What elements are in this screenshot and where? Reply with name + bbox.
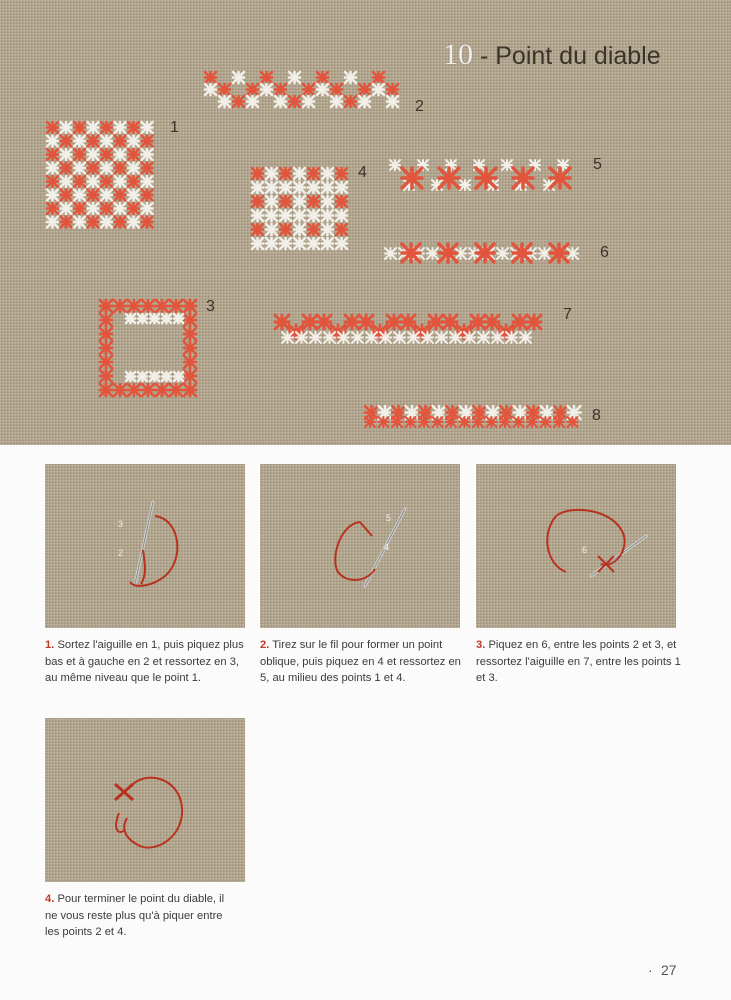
cross-stitch — [88, 122, 99, 133]
cross-stitch — [359, 315, 373, 329]
step-4-text: Pour terminer le point du diable, il ne vous reste plus qu'à piquer entre les points 2 et 4. — [45, 893, 225, 938]
title-separator: - — [479, 42, 489, 70]
cross-stitch — [115, 136, 126, 147]
cross-stitch — [142, 136, 153, 147]
cross-stitch — [419, 406, 432, 419]
cross-stitch — [308, 238, 319, 249]
cross-stitch — [402, 244, 420, 262]
cross-stitch — [126, 314, 135, 323]
cross-stitch — [252, 224, 263, 235]
cross-stitch — [514, 417, 524, 427]
cross-stitch — [387, 96, 398, 107]
cross-stitch — [520, 332, 531, 343]
cross-stitch — [390, 160, 400, 170]
cross-stitch — [101, 217, 112, 228]
cross-stitch — [550, 168, 570, 188]
cross-stitch — [527, 417, 537, 427]
cross-stitch — [47, 122, 58, 133]
cross-stitch — [275, 96, 286, 107]
cross-stitch — [128, 122, 139, 133]
cross-stitch — [170, 300, 182, 312]
cross-stitch — [554, 417, 564, 427]
page-number: 27 — [661, 962, 677, 978]
cross-stitch — [294, 168, 305, 179]
cross-stitch — [88, 203, 99, 214]
cross-stitch — [280, 168, 291, 179]
cross-stitch — [142, 190, 153, 201]
cross-stitch — [126, 372, 135, 381]
cross-stitch — [359, 96, 370, 107]
cross-stitch — [261, 72, 272, 83]
cross-stitch — [61, 190, 72, 201]
sample-label-8: 8 — [592, 407, 601, 424]
step-2-number: 2. — [260, 639, 270, 651]
cross-stitch — [261, 84, 272, 95]
cross-stitch — [401, 315, 415, 329]
cross-stitch — [115, 203, 126, 214]
cross-stitch — [100, 384, 112, 396]
cross-stitch — [514, 406, 527, 419]
sample-label-5: 5 — [593, 156, 602, 173]
title-text: Point du diable — [495, 42, 661, 70]
cross-stitch — [184, 342, 196, 354]
cross-stitch — [385, 248, 396, 259]
cross-stitch — [502, 160, 512, 170]
cross-stitch — [47, 203, 58, 214]
sample-label-7: 7 — [563, 306, 572, 323]
cross-stitch — [294, 224, 305, 235]
cross-stitch — [100, 314, 112, 326]
cross-stitch — [115, 163, 126, 174]
cross-stitch — [100, 328, 112, 340]
step-4-illustration — [45, 718, 245, 882]
cross-stitch — [61, 217, 72, 228]
cross-stitch — [88, 163, 99, 174]
cross-stitch — [114, 384, 126, 396]
cross-stitch — [74, 136, 85, 147]
cross-stitch — [114, 300, 126, 312]
cross-stitch — [308, 168, 319, 179]
cross-stitch — [387, 84, 398, 95]
cross-stitch — [101, 136, 112, 147]
cross-stitch — [345, 315, 359, 329]
cross-stitch — [233, 96, 244, 107]
cross-stitch — [345, 72, 356, 83]
cross-stitch — [88, 149, 99, 160]
sample-label-1: 1 — [170, 119, 179, 136]
cross-stitch — [47, 176, 58, 187]
cross-stitch — [266, 210, 277, 221]
cross-stitch — [317, 72, 328, 83]
cross-stitch — [322, 196, 333, 207]
step-1-caption — [45, 637, 250, 687]
step-3-mark-6: 6 — [582, 545, 588, 555]
cross-stitch — [289, 72, 300, 83]
sample-label-2: 2 — [415, 98, 424, 115]
cross-stitch — [128, 384, 140, 396]
cross-stitch — [427, 248, 438, 259]
cross-stitch — [150, 372, 159, 381]
cross-stitch — [336, 196, 347, 207]
cross-stitch — [322, 210, 333, 221]
cross-stitch — [138, 314, 147, 323]
cross-stitch — [162, 314, 171, 323]
cross-stitch — [184, 356, 196, 368]
cross-stitch — [308, 196, 319, 207]
cross-stitch — [460, 417, 470, 427]
cross-stitch — [450, 332, 461, 343]
cross-stitch — [101, 149, 112, 160]
cross-stitch — [247, 84, 258, 95]
cross-stitch — [174, 314, 183, 323]
cross-stitch — [142, 122, 153, 133]
cross-stitch — [446, 417, 456, 427]
cross-stitch — [294, 238, 305, 249]
cross-stitch — [373, 72, 384, 83]
cross-stitch — [142, 217, 153, 228]
cross-stitch — [280, 196, 291, 207]
cross-stitch — [492, 332, 503, 343]
step-2-illustration — [260, 464, 460, 628]
step-1-photo — [45, 464, 245, 628]
cross-stitch — [366, 332, 377, 343]
cross-stitch — [101, 122, 112, 133]
cross-stitch — [115, 190, 126, 201]
cross-stitch — [184, 384, 196, 396]
cross-stitch — [247, 96, 258, 107]
cross-stitch — [219, 96, 230, 107]
cross-stitch — [359, 84, 370, 95]
cross-stitch — [406, 417, 416, 427]
cross-stitch — [47, 163, 58, 174]
cross-stitch — [252, 238, 263, 249]
cross-stitch — [266, 196, 277, 207]
cross-stitch — [184, 328, 196, 340]
cross-stitch — [61, 149, 72, 160]
step-1-mark-3: 3 — [118, 519, 124, 529]
cross-stitch — [296, 332, 307, 343]
cross-stitch — [101, 190, 112, 201]
step-4-caption — [45, 891, 230, 941]
cross-stitch — [74, 217, 85, 228]
cross-stitch — [303, 84, 314, 95]
cross-stitch — [476, 168, 496, 188]
cross-stitch — [322, 238, 333, 249]
cross-stitch — [322, 168, 333, 179]
cross-stitch — [280, 182, 291, 193]
cross-stitch — [282, 332, 293, 343]
cross-stitch — [460, 406, 473, 419]
cross-stitch — [308, 210, 319, 221]
cross-stitch — [568, 417, 578, 427]
cross-stitch — [294, 196, 305, 207]
cross-stitch — [142, 149, 153, 160]
cross-stitch — [331, 84, 342, 95]
cross-stitch — [497, 248, 508, 259]
cross-stitch — [406, 406, 419, 419]
cross-stitch — [500, 406, 513, 419]
step-1-number: 1. — [45, 639, 55, 651]
cross-stitch — [233, 72, 244, 83]
cross-stitch — [527, 315, 541, 329]
sample-label-3: 3 — [206, 298, 215, 315]
cross-stitch — [150, 314, 159, 323]
cross-stitch — [443, 315, 457, 329]
cross-stitch — [61, 176, 72, 187]
cross-stitch — [310, 332, 321, 343]
cross-stitch — [74, 190, 85, 201]
cross-stitch — [100, 342, 112, 354]
cross-stitch — [433, 417, 443, 427]
cross-stitch — [142, 176, 153, 187]
cross-stitch — [429, 315, 443, 329]
cross-stitch — [100, 356, 112, 368]
cross-stitch — [419, 417, 429, 427]
cross-stitch — [365, 417, 375, 427]
cross-stitch — [317, 84, 328, 95]
step-3-caption — [476, 637, 686, 687]
cross-stitch — [527, 406, 540, 419]
cross-stitch — [506, 332, 517, 343]
step-4-number: 4. — [45, 893, 55, 905]
cross-stitch — [47, 190, 58, 201]
cross-stitch — [100, 370, 112, 382]
cross-stitch — [280, 238, 291, 249]
cross-stitch — [174, 372, 183, 381]
cross-stitch — [101, 176, 112, 187]
cross-stitch — [303, 315, 317, 329]
cross-stitch — [47, 217, 58, 228]
cross-stitch — [101, 203, 112, 214]
cross-stitch — [128, 217, 139, 228]
cross-stitch — [142, 163, 153, 174]
step-4-photo — [45, 718, 245, 882]
chapter-number: 10 — [443, 38, 473, 71]
cross-stitch — [478, 332, 489, 343]
cross-stitch — [379, 406, 392, 419]
cross-stitch — [464, 332, 475, 343]
cross-stitch — [308, 182, 319, 193]
cross-stitch — [74, 203, 85, 214]
cross-stitch — [554, 406, 567, 419]
cross-stitch — [219, 84, 230, 95]
cross-stitch — [100, 300, 112, 312]
cross-stitch — [436, 332, 447, 343]
cross-stitch — [156, 300, 168, 312]
cross-stitch — [541, 406, 554, 419]
cross-stitch — [373, 84, 384, 95]
cross-stitch — [88, 136, 99, 147]
step-2-caption — [260, 637, 465, 687]
sample-label-4: 4 — [358, 164, 367, 181]
cross-stitch — [142, 300, 154, 312]
cross-stitch — [289, 96, 300, 107]
cross-stitch — [142, 203, 153, 214]
cross-stitch — [460, 180, 470, 190]
step-3-illustration — [476, 464, 676, 628]
cross-stitch — [184, 370, 196, 382]
cross-stitch — [439, 168, 459, 188]
cross-stitch — [252, 196, 263, 207]
cross-stitch — [74, 122, 85, 133]
cross-stitch — [115, 149, 126, 160]
cross-stitch — [47, 136, 58, 147]
cross-stitch — [500, 417, 510, 427]
cross-stitch — [61, 122, 72, 133]
cross-stitch — [61, 203, 72, 214]
cross-stitch — [47, 149, 58, 160]
cross-stitch — [485, 315, 499, 329]
cross-stitch — [317, 315, 331, 329]
page-title — [443, 38, 661, 72]
step-2-photo — [260, 464, 460, 628]
cross-stitch — [128, 163, 139, 174]
cross-stitch — [266, 168, 277, 179]
cross-stitch — [336, 168, 347, 179]
cross-stitch — [184, 314, 196, 326]
cross-stitch — [170, 384, 182, 396]
cross-stitch — [439, 244, 457, 262]
cross-stitch — [156, 384, 168, 396]
cross-stitch — [128, 203, 139, 214]
cross-stitch — [365, 406, 378, 419]
cross-stitch — [308, 224, 319, 235]
cross-stitch — [294, 210, 305, 221]
cross-stitch — [275, 315, 289, 329]
cross-stitch — [338, 332, 349, 343]
cross-stitch — [336, 182, 347, 193]
cross-stitch — [61, 136, 72, 147]
cross-stitch — [128, 176, 139, 187]
cross-stitch — [142, 384, 154, 396]
cross-stitch — [336, 238, 347, 249]
step-3-number: 3. — [476, 639, 486, 651]
cross-stitch — [184, 300, 196, 312]
step-1-illustration — [45, 464, 245, 628]
cross-stitch — [476, 244, 494, 262]
cross-stitch — [473, 406, 486, 419]
cross-stitch — [128, 136, 139, 147]
cross-stitch — [205, 84, 216, 95]
cross-stitch — [275, 84, 286, 95]
cross-stitch — [446, 406, 459, 419]
cross-stitch — [266, 224, 277, 235]
cross-stitch — [387, 315, 401, 329]
step-3-text: Piquez en 6, entre les points 2 et 3, et ressortez l'aiguille en 7, entre les points 1 et 3. — [476, 639, 681, 684]
step-3-photo — [476, 464, 676, 628]
sample-label-6: 6 — [600, 244, 609, 261]
cross-stitch — [513, 168, 533, 188]
cross-stitch — [402, 168, 422, 188]
cross-stitch — [115, 176, 126, 187]
cross-stitch — [303, 96, 314, 107]
cross-stitch — [322, 224, 333, 235]
cross-stitch — [115, 217, 126, 228]
cross-stitch — [336, 224, 347, 235]
cross-stitch — [162, 372, 171, 381]
cross-stitch — [128, 300, 140, 312]
cross-stitch — [88, 190, 99, 201]
cross-stitch — [345, 96, 356, 107]
cross-stitch — [541, 417, 551, 427]
cross-stitch — [128, 149, 139, 160]
cross-stitch — [115, 122, 126, 133]
cross-stitch — [336, 210, 347, 221]
cross-stitch — [74, 163, 85, 174]
cross-stitch — [252, 210, 263, 221]
cross-stitch — [324, 332, 335, 343]
cross-stitch — [473, 417, 483, 427]
cross-stitch — [280, 224, 291, 235]
cross-stitch — [392, 417, 402, 427]
cross-stitch — [322, 182, 333, 193]
cross-stitch — [331, 96, 342, 107]
cross-stitch — [74, 149, 85, 160]
cross-stitch — [422, 332, 433, 343]
cross-stitch — [101, 163, 112, 174]
cross-stitch — [380, 332, 391, 343]
cross-stitch — [88, 176, 99, 187]
cross-stitch — [266, 182, 277, 193]
cross-stitch — [550, 244, 568, 262]
cross-stitch — [61, 163, 72, 174]
cross-stitch — [513, 244, 531, 262]
cross-stitch — [280, 210, 291, 221]
cross-stitch — [138, 372, 147, 381]
cross-stitch — [74, 176, 85, 187]
step-1-text: Sortez l'aiguille en 1, puis piquez plus bas et à gauche en 2 et ressortez en 3, au même niveau que le point 1. — [45, 639, 244, 684]
cross-stitch — [294, 182, 305, 193]
footer-dot: · — [648, 962, 653, 978]
cross-stitch — [205, 72, 216, 83]
cross-stitch — [266, 238, 277, 249]
cross-stitch — [513, 315, 527, 329]
cross-stitch — [352, 332, 363, 343]
cross-stitch — [487, 417, 497, 427]
step-1-mark-2: 2 — [118, 548, 124, 558]
cross-stitch — [408, 332, 419, 343]
cross-stitch — [394, 332, 405, 343]
cross-stitch — [487, 406, 500, 419]
cross-stitch — [433, 406, 446, 419]
cross-stitch — [252, 168, 263, 179]
cross-stitch — [128, 190, 139, 201]
step-2-mark-5: 5 — [386, 513, 392, 523]
cross-stitch — [379, 417, 389, 427]
cross-stitch — [252, 182, 263, 193]
cross-stitch — [471, 315, 485, 329]
step-2-text: Tirez sur le fil pour former un point oblique, puis piquez en 4 et ressortez en 5, au milieu des points 1 et 4. — [260, 639, 461, 684]
cross-stitch — [568, 406, 581, 419]
cross-stitch — [88, 217, 99, 228]
step-2-mark-4: 4 — [384, 542, 390, 552]
cross-stitch — [392, 406, 405, 419]
